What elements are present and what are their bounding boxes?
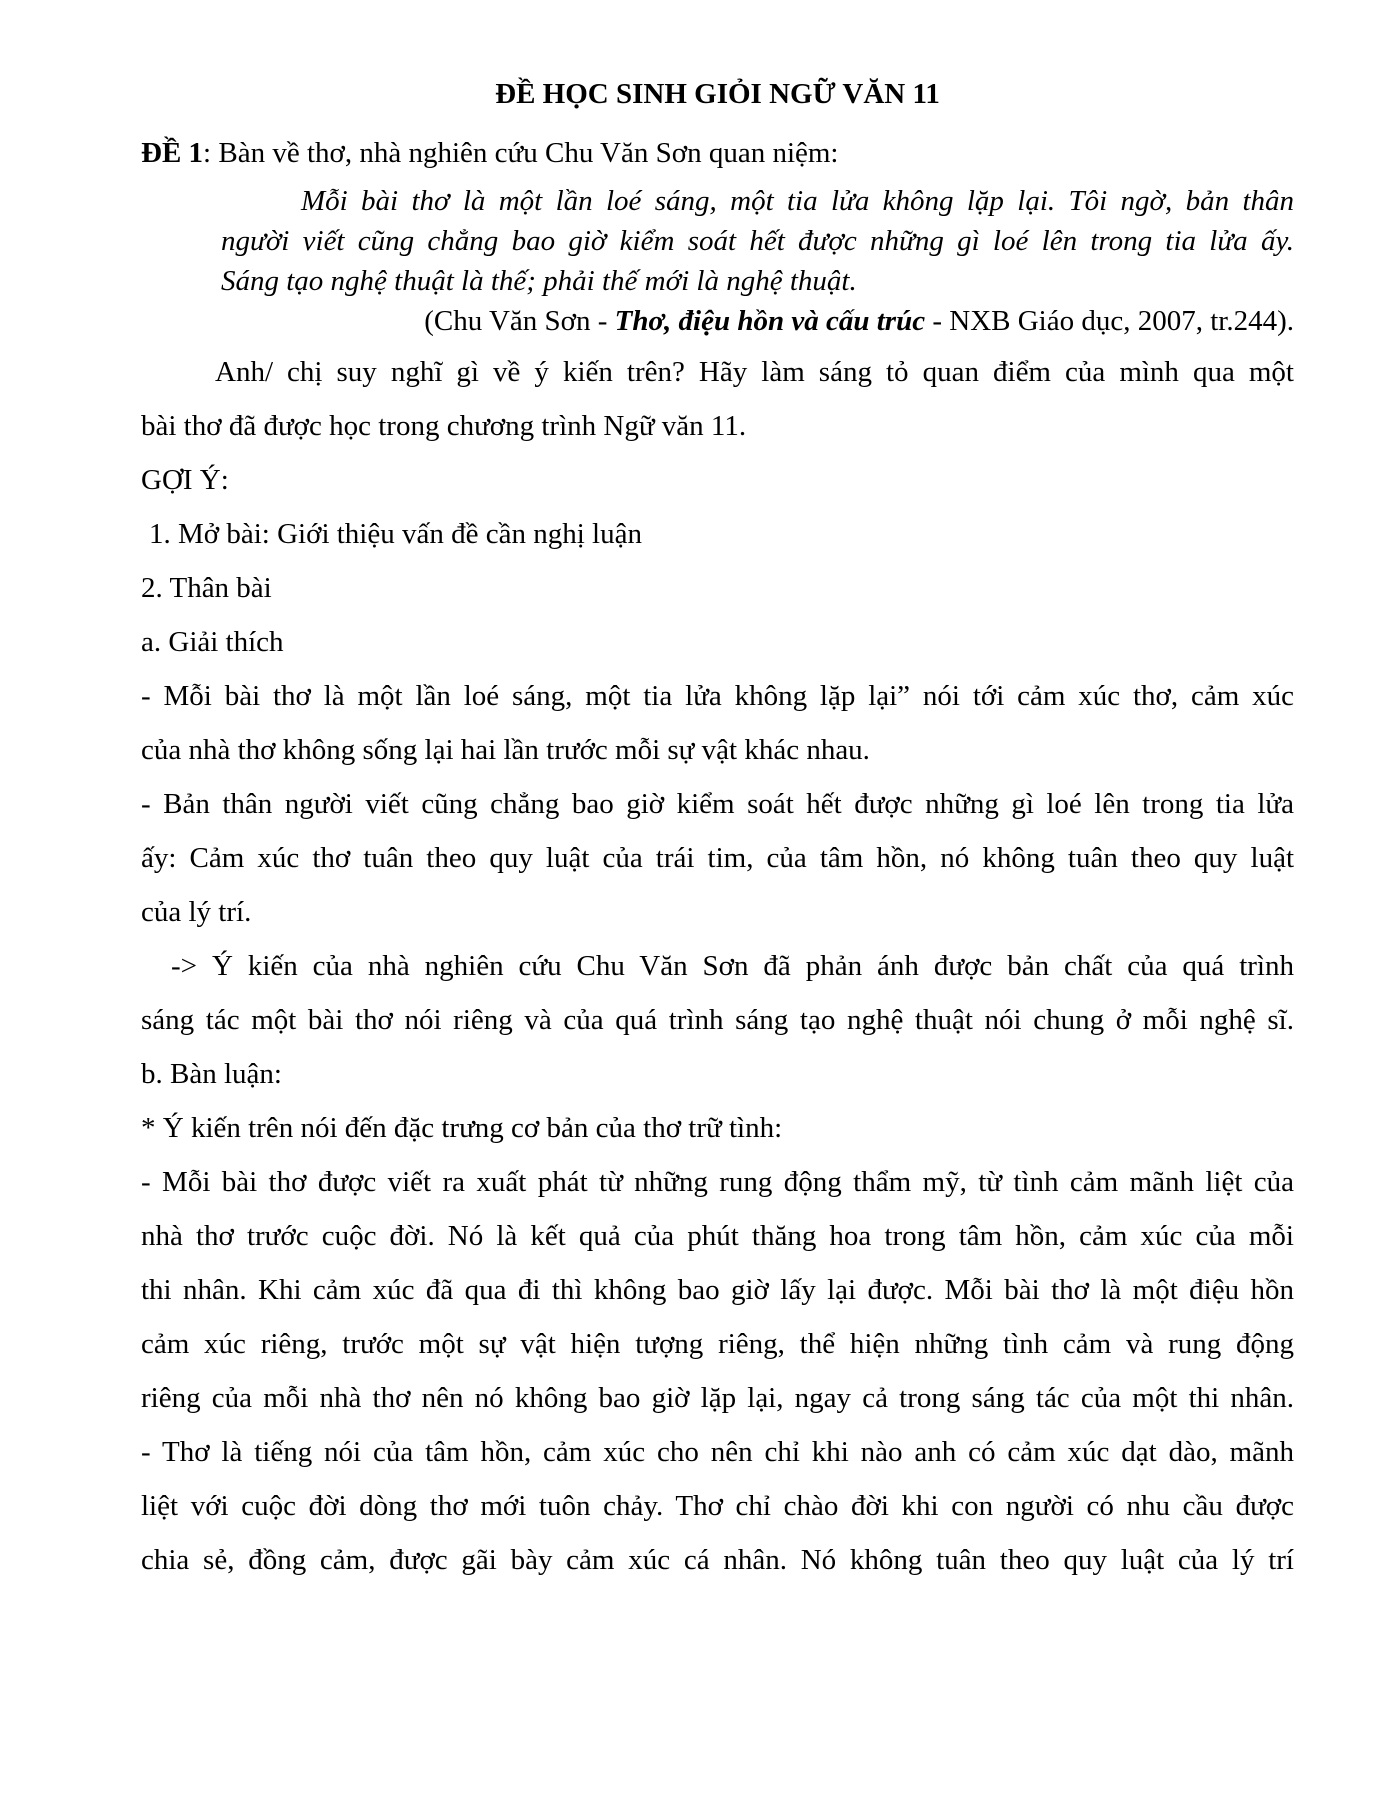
question-label: ĐỀ 1	[141, 137, 204, 169]
citation	[141, 301, 1294, 341]
quote-block	[141, 181, 1294, 301]
quote-line-1: Mỗi bài thơ là một lần loé sáng, một tia lửa không lặp lại. Tôi ngờ, bản thân	[301, 185, 1294, 217]
exam-question-1	[141, 133, 1294, 173]
explanation-heading: a. Giải thích	[141, 626, 284, 658]
paragraph-4-line-2: nhà thơ trước cuộc đời. Nó là kết quả của phút thăng hoa trong tâm hồn, cảm xúc của mỗi	[141, 1220, 1294, 1252]
citation-author: (Chu Văn Sơn -	[424, 305, 615, 337]
document-title: ĐỀ HỌC SINH GIỎI NGỮ VĂN 11	[495, 78, 940, 110]
discussion-heading: b. Bàn luận:	[141, 1058, 282, 1090]
paragraph-3-line-2: sáng tác một bài thơ nói riêng và của quá trình sáng tạo nghệ thuật nói chung ở mỗi nghệ sĩ.	[141, 1004, 1294, 1036]
paragraph-5-line-2: liệt với cuộc đời dòng thơ mới tuôn chảy. Thơ chỉ chào đời khi con người có nhu cầu được	[141, 1490, 1294, 1522]
paragraph-5-line-3: chia sẻ, đồng cảm, được gãi bày cảm xúc cá nhân. Nó không tuân theo quy luật của lý trí	[141, 1544, 1294, 1576]
citation-publisher: - NXB Giáo dục, 2007, tr.244).	[925, 305, 1294, 337]
document-content	[141, 75, 1294, 1587]
question-intro: : Bàn về thơ, nhà nghiên cứu Chu Văn Sơn quan niệm:	[203, 137, 839, 169]
body-section: 2. Thân bài	[141, 572, 272, 604]
paragraph-4-line-4: cảm xúc riêng, trước một sự vật hiện tượng riêng, thể hiện những tình cảm và rung động	[141, 1328, 1294, 1360]
paragraph-2-line-1: - Bản thân người viết cũng chẳng bao giờ kiểm soát hết được những gì loé lên trong tia lửa	[141, 788, 1294, 820]
paragraph-1-line-1: - Mỗi bài thơ là một lần loé sáng, một tia lửa không lặp lại” nói tới cảm xúc thơ, cảm xúc	[141, 680, 1294, 712]
paragraph-4-line-5: riêng của mỗi nhà thơ nên nó không bao giờ lặp lại, ngay cả trong sáng tác của một thi nhân.	[141, 1382, 1294, 1414]
task-line-2: bài thơ đã được học trong chương trình Ngữ văn 11.	[141, 410, 747, 442]
quote-line-2: người viết cũng chẳng bao giờ kiểm soát hết được những gì loé lên trong tia lửa ấy.	[221, 225, 1294, 257]
hint-heading: GỢI Ý:	[141, 464, 229, 496]
characteristic-heading: * Ý kiến trên nói đến đặc trưng cơ bản của thơ trữ tình:	[141, 1112, 783, 1144]
paragraph-4-line-3: thi nhân. Khi cảm xúc đã qua đi thì không bao giờ lấy lại được. Mỗi bài thơ là một điệu hồn	[141, 1274, 1294, 1306]
paragraph-2-line-2: ấy: Cảm xúc thơ tuân theo quy luật của trái tim, của tâm hồn, nó không tuân theo quy luật	[141, 842, 1294, 874]
paragraph-4-line-1: - Mỗi bài thơ được viết ra xuất phát từ những rung động thẩm mỹ, từ tình cảm mãnh liệt của	[141, 1166, 1294, 1198]
quote-line-3: Sáng tạo nghệ thuật là thế; phải thế mới là nghệ thuật.	[221, 265, 857, 297]
citation-book-title: Thơ, điệu hồn và cấu trúc	[614, 305, 926, 337]
paragraph-5-line-1: - Thơ là tiếng nói của tâm hồn, cảm xúc cho nên chỉ khi nào anh có cảm xúc dạt dào, mãnh	[141, 1436, 1294, 1468]
paragraph-3-line-1: -> Ý kiến của nhà nghiên cứu Chu Văn Sơn đã phản ánh được bản chất của quá trình	[171, 950, 1294, 982]
task-line-1: Anh/ chị suy nghĩ gì về ý kiến trên? Hãy làm sáng tỏ quan điểm của mình qua một	[215, 356, 1294, 388]
intro-section: 1. Mở bài: Giới thiệu vấn đề cần nghị luận	[149, 518, 642, 550]
paragraph-1-line-2: của nhà thơ không sống lại hai lần trước mỗi sự vật khác nhau.	[141, 734, 870, 766]
paragraph-2-line-3: của lý trí.	[141, 896, 252, 928]
